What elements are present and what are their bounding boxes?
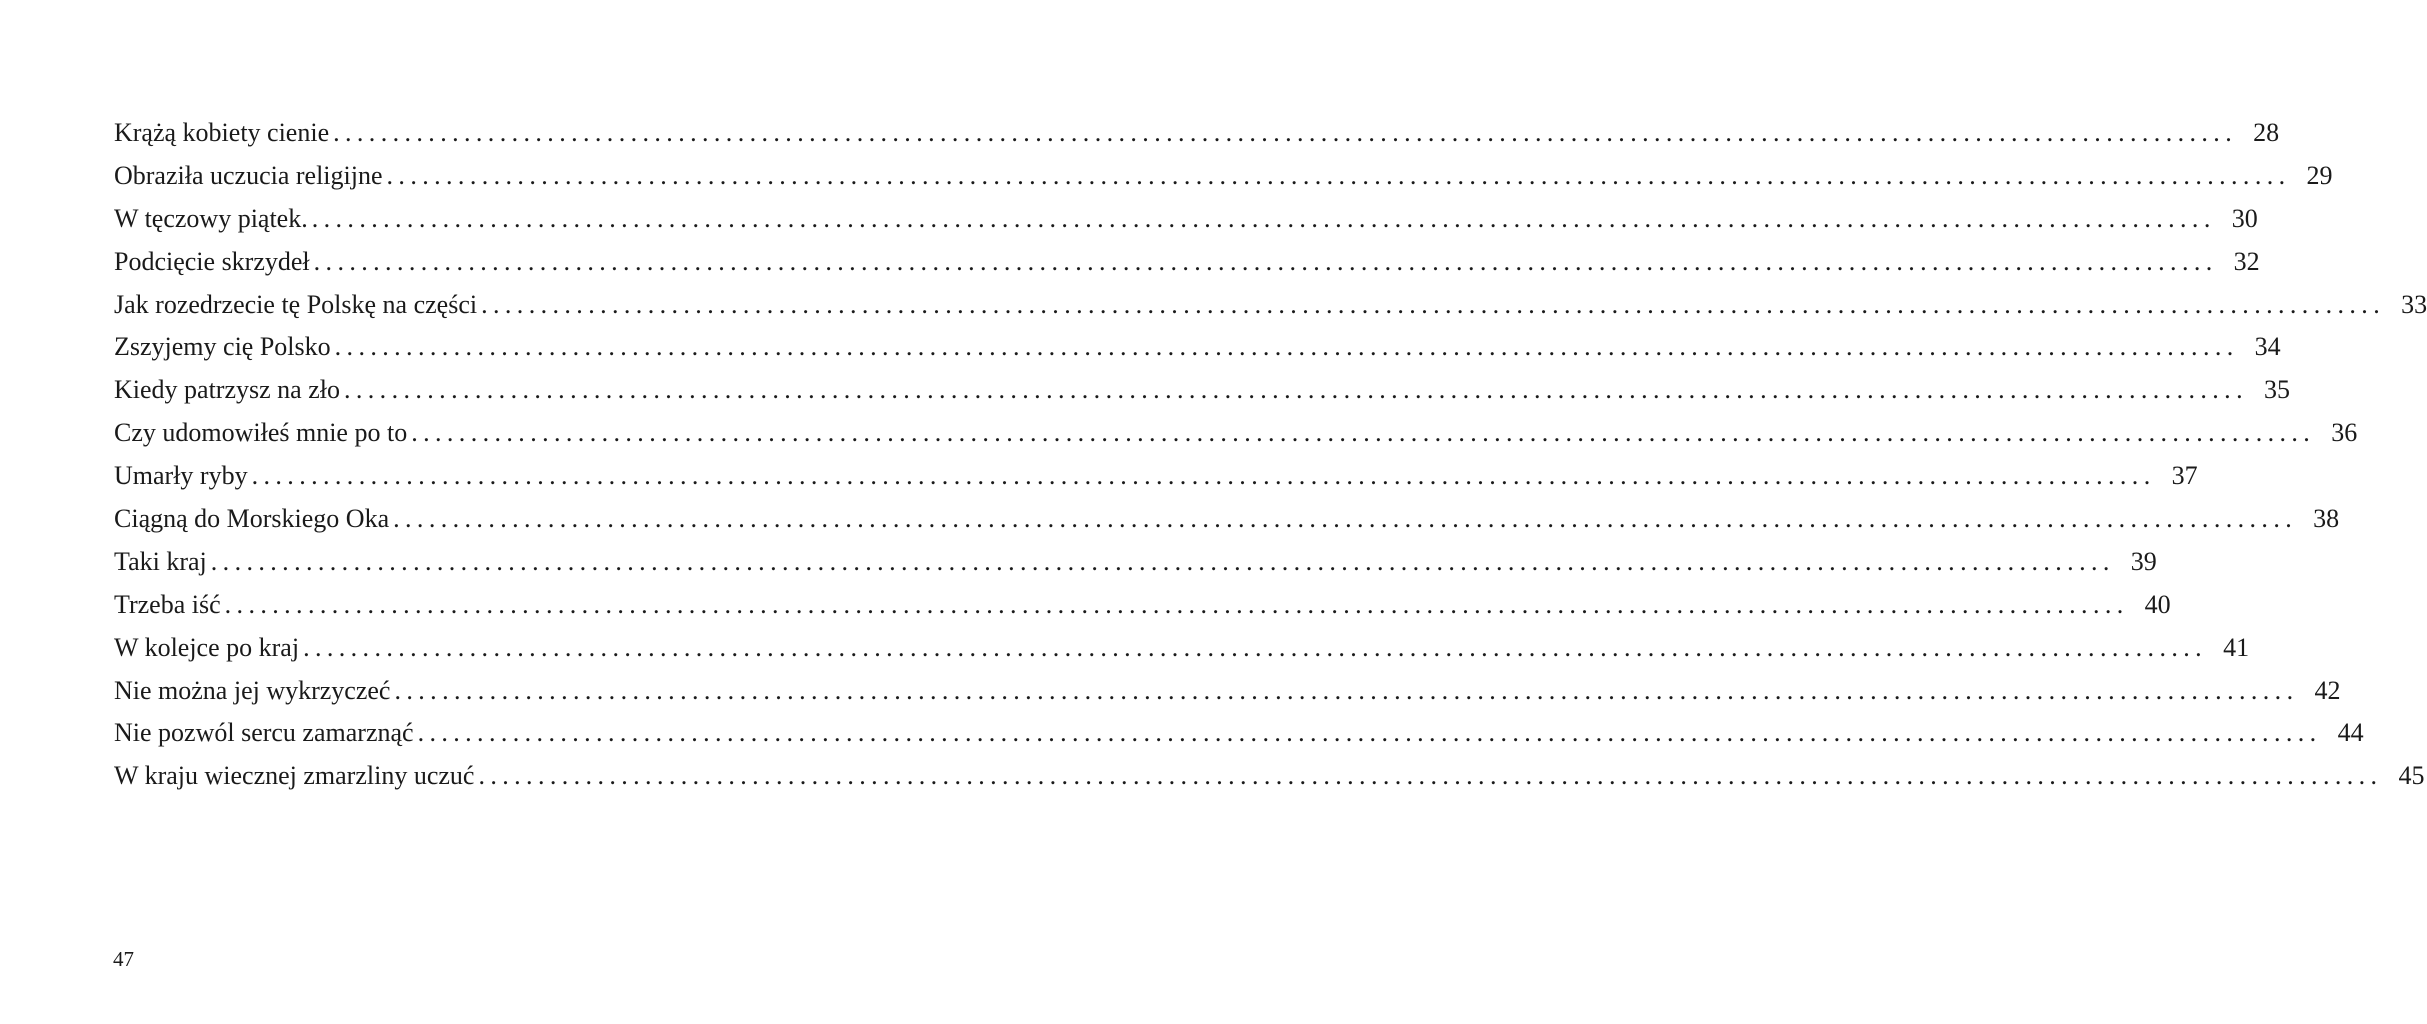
toc-entry (114, 541, 2157, 584)
toc-leader-dots: ................................................................................................................................................................ (311, 203, 2216, 233)
table-of-contents (114, 112, 2427, 798)
toc-entry (114, 284, 2427, 327)
toc-leader-dots: ................................................................................................................................................................ (478, 761, 2383, 791)
toc-entry (114, 112, 2280, 155)
toc-entry (114, 155, 2333, 198)
toc-leader-dots: ................................................................................................................................................................ (417, 718, 2322, 748)
toc-leader-dots: ................................................................................................................................................................ (313, 246, 2218, 276)
toc-entry (114, 326, 2281, 369)
toc-entry-title: W kraju wiecznej zmarzliny uczuć (114, 761, 475, 791)
toc-entry-page: 37 (2171, 461, 2198, 491)
toc-entry (114, 241, 2260, 284)
toc-entry-title: Umarły ryby (114, 461, 248, 491)
toc-entry (114, 712, 2364, 755)
toc-entry (114, 670, 2341, 713)
toc-entry-page: 33 (2401, 289, 2427, 319)
toc-leader-dots: ................................................................................................................................................................ (386, 160, 2291, 190)
toc-entry (114, 198, 2258, 241)
toc-entry-title: Czy udomowiłeś mnie po to (114, 418, 408, 448)
toc-entry-title: Ciągną do Morskiego Oka (114, 504, 390, 534)
toc-leader-dots: ................................................................................................................................................................ (333, 118, 2238, 147)
toc-entry-page: 42 (2314, 675, 2341, 705)
toc-entry (114, 455, 2198, 498)
toc-entry-title: W tęczowy piątek. (114, 203, 308, 233)
toc-entry-title: Krążą kobiety cienie (114, 118, 330, 147)
toc-leader-dots: ................................................................................................................................................................ (224, 589, 2129, 619)
toc-entry-page: 34 (2254, 332, 2281, 362)
toc-entry-page: 44 (2337, 718, 2364, 748)
toc-leader-dots: ................................................................................................................................................................ (334, 332, 2239, 362)
toc-entry-title: Trzeba iść (114, 589, 221, 619)
toc-entry (114, 627, 2250, 670)
toc-entry (114, 369, 2290, 412)
toc-leader-dots: ................................................................................................................................................................ (481, 289, 2386, 319)
toc-entry-title: W kolejce po kraj (114, 632, 300, 662)
toc-leader-dots: ................................................................................................................................................................ (394, 675, 2299, 705)
toc-leader-dots: ................................................................................................................................................................ (343, 375, 2248, 405)
toc-entry-title: Kiedy patrzysz na zło (114, 375, 340, 405)
toc-entry-title: Podcięcie skrzydeł (114, 246, 310, 276)
toc-entry-page: 32 (2233, 246, 2260, 276)
toc-entry-page: 35 (2263, 375, 2290, 405)
toc-entry-page: 30 (2231, 203, 2258, 233)
toc-entry (114, 584, 2171, 627)
toc-entry-page: 38 (2313, 504, 2340, 534)
toc-entry (114, 412, 2358, 455)
toc-entry-title: Nie pozwól sercu zamarznąć (114, 718, 414, 748)
toc-entry-page: 39 (2130, 546, 2157, 576)
toc-entry-page: 45 (2398, 761, 2425, 791)
toc-entry-title: Obraziła uczucia religijne (114, 160, 383, 190)
toc-leader-dots: ................................................................................................................................................................ (303, 632, 2208, 662)
toc-entry-page: 28 (2253, 118, 2280, 147)
toc-leader-dots: ................................................................................................................................................................ (251, 461, 2156, 491)
page-number: 47 (113, 947, 134, 971)
toc-entry-title: Taki kraj (114, 546, 207, 576)
toc-entry-page: 41 (2223, 632, 2250, 662)
toc-entry-page: 40 (2144, 589, 2171, 619)
toc-leader-dots: ................................................................................................................................................................ (210, 546, 2115, 576)
toc-leader-dots: ................................................................................................................................................................ (393, 504, 2298, 534)
toc-entry-title: Jak rozedrzecie tę Polskę na części (114, 289, 478, 319)
toc-entry-title: Nie można jej wykrzyczeć (114, 675, 391, 705)
toc-entry (114, 498, 2340, 541)
toc-entry (114, 755, 2425, 798)
toc-entry-title: Zszyjemy cię Polsko (114, 332, 331, 362)
toc-entry-page: 29 (2306, 160, 2333, 190)
toc-leader-dots: ................................................................................................................................................................ (411, 418, 2316, 448)
toc-entry-page: 36 (2331, 418, 2358, 448)
